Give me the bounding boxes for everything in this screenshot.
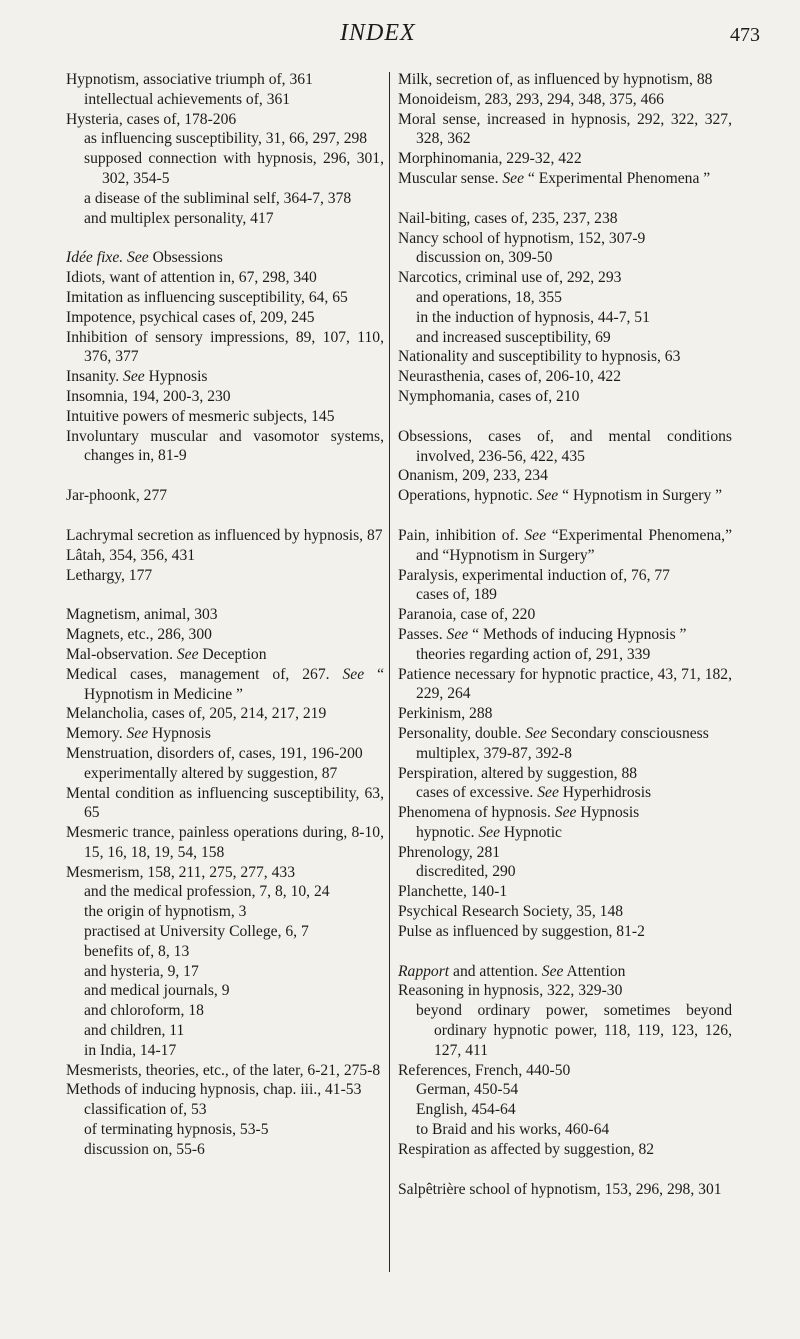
index-entry (66, 367, 384, 387)
index-entry (66, 387, 384, 407)
index-entry (66, 526, 384, 546)
entry-gap (66, 466, 384, 486)
index-entry (398, 803, 732, 823)
column-divider (389, 72, 390, 1272)
index-entry (66, 605, 384, 625)
entry-text: Nancy school of hypnotism, 152, 307-9 (398, 229, 646, 247)
entry-text: “ Hypnotism in Medicine ” (84, 665, 384, 703)
index-subentry (66, 1100, 384, 1120)
index-entry (398, 882, 732, 902)
entry-text: See (446, 625, 469, 643)
index-entry (66, 308, 384, 328)
entry-text: Milk, secretion of, as influenced by hypnotism, 88 (398, 71, 713, 88)
entry-text: Hysteria, cases of, 178-206 (66, 110, 237, 128)
index-entry (398, 268, 732, 288)
entry-text: Neurasthenia, cases of, 206-10, 422 (398, 368, 622, 386)
entry-text: Passes. (398, 625, 447, 643)
entry-text: Hypnosis (144, 368, 208, 386)
entry-text: Paranoia, case of, 220 (398, 606, 536, 624)
index-entry (398, 90, 732, 110)
entry-gap (398, 506, 732, 526)
index-subentry (398, 862, 732, 882)
entry-text: “ Hypnotism in Surgery ” (558, 487, 723, 505)
entry-gap (398, 1160, 732, 1180)
index-entry (398, 110, 732, 150)
index-subentry (66, 1001, 384, 1021)
entry-text: “Experimental Phenomena,” and “Hypnotism in Surgery” (416, 526, 732, 564)
index-subentry (66, 942, 384, 962)
entry-text: Paralysis, experimental induction of, 76, 77 (398, 566, 670, 584)
entry-text: Idiots, want of attention in, 67, 298, 340 (66, 269, 317, 287)
index-entry (398, 387, 732, 407)
index-entry (66, 70, 384, 90)
entry-text: Jar-phoonk, 277 (66, 487, 168, 505)
index-entry (398, 209, 732, 229)
index-subentry (66, 1120, 384, 1140)
index-entry (66, 407, 384, 427)
entry-text: Mental condition as influencing susceptibility, 63, 65 (66, 784, 384, 822)
page-number: 473 (730, 24, 760, 46)
index-entry (398, 427, 732, 467)
entry-text: Mesmerism, 158, 211, 275, 277, 433 (66, 863, 295, 881)
entry-text: Moral sense, increased in hypnosis, 292, 322, 327, 328, 362 (398, 110, 732, 148)
entry-text: Planchette, 140-1 (398, 883, 508, 901)
entry-text: Patience necessary for hypnotic practice, 43, 71, 182, 229, 264 (398, 665, 732, 703)
entry-text: Operations, hypnotic. (398, 487, 537, 505)
index-entry (66, 645, 384, 665)
index-entry (398, 724, 732, 744)
index-subentry (398, 783, 732, 803)
entry-text: Secondary consciousness (546, 724, 709, 742)
entry-text: and hysteria, 9, 17 (84, 962, 199, 980)
entry-text: Reasoning in hypnosis, 322, 329-30 (398, 982, 623, 1000)
index-entry (66, 784, 384, 824)
entry-text: Inhibition of sensory impressions, 89, 107, 110, 376, 377 (66, 328, 384, 366)
entry-text: Pain, inhibition of. (398, 526, 525, 544)
entry-text: Hypnotism, associative triumph of, 361 (66, 71, 313, 88)
index-subentry (398, 1120, 732, 1140)
entry-text: theories regarding action of, 291, 339 (416, 645, 651, 663)
entry-text: beyond ordinary power, sometimes beyond ordinary hypnotic power, 118, 119, 123, 126, 127, 411 (416, 1002, 732, 1059)
entry-text: Medical cases, management of, 267. (66, 665, 343, 683)
index-subentry (398, 308, 732, 328)
index-subentry (66, 902, 384, 922)
entry-text: Melancholia, cases of, 205, 214, 217, 219 (66, 705, 327, 723)
index-entry (398, 605, 732, 625)
index-entry (398, 962, 732, 982)
entry-text: discussion on, 55-6 (84, 1140, 205, 1158)
index-subentry (66, 1041, 384, 1061)
index-subentry (66, 129, 384, 149)
index-entry (398, 1061, 732, 1081)
index-entry (66, 724, 384, 744)
entry-text: in the induction of hypnosis, 44-7, 51 (416, 308, 650, 326)
entry-text: See (502, 169, 525, 187)
entry-text: Mal-observation. (66, 645, 177, 663)
entry-text: Involuntary muscular and vasomotor systems, changes in, 81-9 (66, 427, 384, 465)
index-subentry (398, 248, 732, 268)
entry-text: experimentally altered by suggestion, 87 (84, 764, 338, 782)
index-entry (66, 546, 384, 566)
entry-text: See (342, 665, 365, 683)
entry-text: Idée fixe. (66, 249, 124, 267)
index-subentry (398, 288, 732, 308)
entry-text: benefits of, 8, 13 (84, 942, 190, 960)
entry-text: Lachrymal secretion as influenced by hypnosis, 87 (66, 526, 383, 544)
entry-text: Pulse as influenced by suggestion, 81-2 (398, 922, 645, 940)
entry-text: cases of excessive. (416, 784, 538, 802)
entry-text: Perkinism, 288 (398, 705, 493, 723)
entry-gap (66, 585, 384, 605)
entry-text: Respiration as affected by suggestion, 82 (398, 1140, 655, 1158)
entry-text: Narcotics, criminal use of, 292, 293 (398, 269, 622, 287)
index-entry (398, 981, 732, 1001)
entry-text: hypnotic. (416, 823, 479, 841)
index-subentry (398, 823, 732, 843)
index-entry (398, 1140, 732, 1160)
entry-text: Magnets, etc., 286, 300 (66, 626, 212, 644)
index-entry (66, 427, 384, 467)
entry-text: and multiplex personality, 417 (84, 209, 274, 227)
running-title: INDEX (340, 20, 416, 46)
entry-text: intellectual achievements of, 361 (84, 90, 291, 108)
entry-text: Muscular sense. (398, 169, 503, 187)
index-subentry (66, 922, 384, 942)
entry-text: and medical journals, 9 (84, 982, 230, 1000)
index-entry (66, 665, 384, 705)
index-entry (398, 526, 732, 566)
entry-text: Menstruation, disorders of, cases, 191, 196-200 (66, 744, 363, 762)
index-subentry (66, 1021, 384, 1041)
entry-text: German, 450-54 (416, 1081, 519, 1099)
entry-text: Attention (563, 962, 626, 980)
index-entry (66, 566, 384, 586)
index-subentry (66, 1140, 384, 1160)
index-entry (66, 744, 384, 764)
entry-text: Deception (198, 645, 267, 663)
index-entry (398, 486, 732, 506)
index-entry (398, 625, 732, 645)
entry-text: Obsessions, cases of, and mental conditions involved, 236-56, 422, 435 (398, 427, 732, 465)
entry-text: Psychical Research Society, 35, 148 (398, 903, 624, 921)
entry-text: See (554, 804, 577, 822)
entry-text: English, 454-64 (416, 1101, 516, 1119)
index-entry (398, 149, 732, 169)
index-entry (398, 922, 732, 942)
index-entry (66, 288, 384, 308)
entry-gap (398, 942, 732, 962)
index-entry (398, 1180, 732, 1200)
entry-text: Nail-biting, cases of, 235, 237, 238 (398, 209, 618, 227)
index-column-left (66, 70, 384, 1160)
entry-text: Impotence, psychical cases of, 209, 245 (66, 308, 315, 326)
entry-text: Mesmeric trance, painless operations during, 8-10, 15, 16, 18, 19, 54, 158 (66, 824, 384, 861)
entry-text: See (176, 645, 199, 663)
entry-text: to Braid and his works, 460-64 (416, 1121, 610, 1139)
index-subentry (398, 744, 732, 764)
index-entry (398, 347, 732, 367)
index-subentry (398, 1080, 732, 1100)
index-entry (66, 1061, 384, 1081)
entry-text: Personality, double. (398, 724, 526, 742)
entry-text: classification of, 53 (84, 1101, 207, 1119)
entry-text: Methods of inducing hypnosis, chap. iii., 41-53 (66, 1081, 362, 1099)
index-entry (66, 110, 384, 130)
entry-text: and the medical profession, 7, 8, 10, 24 (84, 883, 330, 901)
entry-text: Hyperhidrosis (558, 784, 652, 802)
entry-text: See (524, 526, 547, 544)
entry-text: Mesmerists, theories, etc., of the later, 6-21, 275-8 (66, 1061, 381, 1079)
entry-gap (398, 189, 732, 209)
index-entry (398, 229, 732, 249)
entry-text: Perspiration, altered by suggestion, 88 (398, 764, 638, 782)
entry-text: See (537, 784, 559, 802)
index-subentry (66, 189, 384, 209)
index-subentry (398, 1100, 732, 1120)
entry-text: discredited, 290 (416, 863, 516, 881)
index-entry (66, 823, 384, 863)
index-entry (66, 863, 384, 883)
index-entry (66, 1080, 384, 1100)
entry-text: Hypnosis (576, 804, 640, 822)
entry-text: See (541, 962, 564, 980)
entry-text: See (478, 823, 501, 841)
entry-text: and attention. (449, 962, 542, 980)
entry-gap (66, 506, 384, 526)
entry-gap (66, 228, 384, 248)
entry-text: References, French, 440-50 (398, 1061, 571, 1079)
entry-text: See (123, 368, 145, 386)
entry-text: supposed connection with hypnosis, 296, 301, 302, 354-5 (84, 150, 384, 187)
entry-text: and chloroform, 18 (84, 1002, 204, 1020)
entry-text: and children, 11 (84, 1022, 185, 1040)
entry-text: Lâtah, 354, 356, 431 (66, 546, 196, 564)
entry-text: Phenomena of hypnosis. (398, 804, 555, 822)
entry-text: Insomnia, 194, 200-3, 230 (66, 387, 231, 405)
entry-text: Obsessions (148, 249, 223, 267)
index-entry (398, 566, 732, 586)
entry-text: Imitation as influencing susceptibility, 64, 65 (66, 288, 348, 306)
entry-text: Salpêtrière school of hypnotism, 153, 296, 298, 301 (398, 1180, 722, 1198)
index-subentry (66, 149, 384, 189)
entry-text: Hypnosis (148, 725, 211, 743)
entry-text: Memory. (66, 725, 127, 743)
index-entry (398, 902, 732, 922)
entry-text: in India, 14-17 (84, 1041, 177, 1059)
entry-text: cases of, 189 (416, 586, 497, 604)
entry-text: Nationality and susceptibility to hypnosis, 63 (398, 348, 681, 366)
entry-text: See (525, 724, 547, 742)
entry-text: Morphinomania, 229-32, 422 (398, 150, 582, 168)
index-entry (66, 328, 384, 368)
entry-text: Lethargy, 177 (66, 566, 153, 584)
entry-text: See (126, 725, 149, 743)
index-subentry (66, 209, 384, 229)
index-subentry (66, 962, 384, 982)
index-entry (398, 466, 732, 486)
index-entry (66, 704, 384, 724)
entry-text: Phrenology, 281 (398, 843, 501, 861)
entry-text: Intuitive powers of mesmeric subjects, 145 (66, 407, 335, 425)
index-entry (398, 704, 732, 724)
entry-text: multiplex, 379-87, 392-8 (416, 744, 572, 762)
entry-text: of terminating hypnosis, 53-5 (84, 1121, 269, 1139)
entry-text: and operations, 18, 355 (416, 288, 562, 306)
index-entry (398, 169, 732, 189)
entry-text: “ Experimental Phenomena ” (524, 169, 711, 187)
index-column-right (398, 70, 732, 1199)
index-subentry (66, 764, 384, 784)
index-entry (398, 367, 732, 387)
entry-text: “ Methods of inducing Hypnosis ” (468, 625, 687, 643)
entry-text: as influencing susceptibility, 31, 66, 297, 298 (84, 130, 368, 148)
entry-gap (398, 407, 732, 427)
page-header (0, 20, 800, 60)
entry-text: See (536, 487, 559, 505)
index-entry (398, 665, 732, 705)
index-subentry (66, 981, 384, 1001)
entry-text: Insanity. (66, 368, 124, 386)
entry-text: Rapport (398, 962, 450, 980)
index-subentry (66, 90, 384, 110)
entry-text: Hypnotic (500, 823, 562, 841)
index-entry (66, 486, 384, 506)
entry-text: Onanism, 209, 233, 234 (398, 467, 548, 485)
entry-text: practised at University College, 6, 7 (84, 923, 309, 941)
index-entry (66, 248, 384, 268)
index-entry (398, 70, 732, 90)
index-entry (66, 268, 384, 288)
index-subentry (66, 882, 384, 902)
entry-text: Monoideism, 283, 293, 294, 348, 375, 466 (398, 90, 664, 108)
entry-text: and increased susceptibility, 69 (416, 328, 611, 346)
index-entry (398, 843, 732, 863)
entry-text: the origin of hypnotism, 3 (84, 903, 247, 921)
index-subentry (398, 585, 732, 605)
index-subentry (398, 1001, 732, 1060)
entry-text: Magnetism, animal, 303 (66, 606, 218, 624)
index-subentry (398, 328, 732, 348)
entry-text: Nymphomania, cases of, 210 (398, 387, 580, 405)
index-entry (66, 625, 384, 645)
index-subentry (398, 645, 732, 665)
index-entry (398, 764, 732, 784)
entry-text: discussion on, 309-50 (416, 249, 553, 267)
entry-text: a disease of the subliminal self, 364-7, 378 (84, 189, 352, 207)
entry-text: See (127, 249, 149, 267)
